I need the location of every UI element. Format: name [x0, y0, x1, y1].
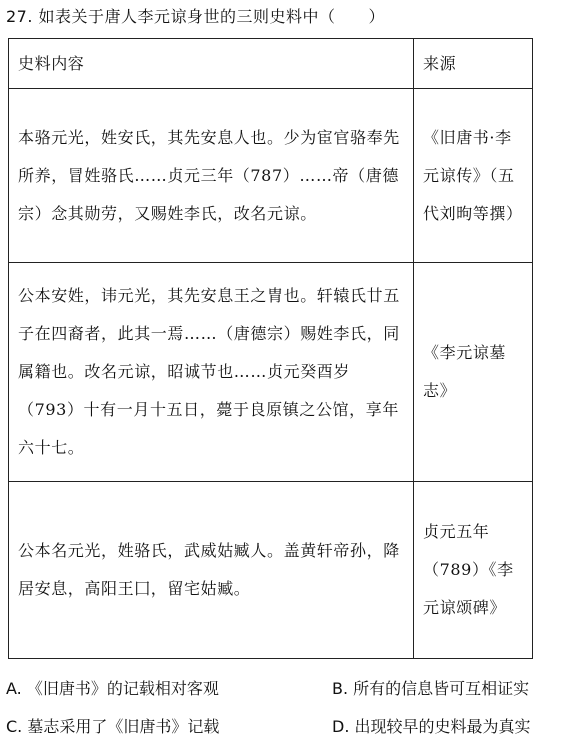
source-table [8, 38, 533, 659]
option-c[interactable]: C. 墓志采用了《旧唐书》记载 [6, 717, 220, 736]
option-a[interactable]: A. 《旧唐书》的记载相对客观 [6, 679, 219, 698]
header-content: 史料内容 [9, 39, 414, 89]
question-stem: 27. 如表关于唐人李元谅身世的三则史料中（ ） [6, 7, 386, 26]
row-content: 本骆元光，姓安氏，其先安息人也。少为宦官骆奉先所养，冒姓骆氏……贞元三年（787）……帝（唐德宗）念其勋劳，又赐姓李氏，改名元谅。 [9, 89, 414, 263]
row-content: 公本名元光，姓骆氏，武威姑臧人。盖黄轩帝孙，降居安息，高阳王囗，留宅姑臧。 [9, 482, 414, 659]
header-source: 来源 [414, 39, 533, 89]
table-row [9, 482, 533, 659]
option-d[interactable]: D. 出现较早的史料最为真实 [332, 717, 531, 736]
options-row-2 [6, 714, 576, 737]
options-row-1 [6, 676, 576, 699]
row-source: 《李元谅墓志》 [414, 263, 533, 482]
table-header-row [9, 39, 533, 89]
table-row [9, 89, 533, 263]
row-source: 《旧唐书·李元谅传》（五代刘昫等撰） [414, 89, 533, 263]
table-row [9, 263, 533, 482]
row-content: 公本安姓，讳元光，其先安息王之胄也。轩辕氏廿五子在四裔者，此其一焉……（唐德宗）赐姓李氏，同属籍也。改名元谅，昭诚节也……贞元癸酉岁（793）十有一月十五日，薨于良原镇之公馆，享年六十七。 [9, 263, 414, 482]
row-source: 贞元五年（789）《李元谅颂碑》 [414, 482, 533, 659]
option-b[interactable]: B. 所有的信息皆可互相证实 [332, 679, 530, 698]
